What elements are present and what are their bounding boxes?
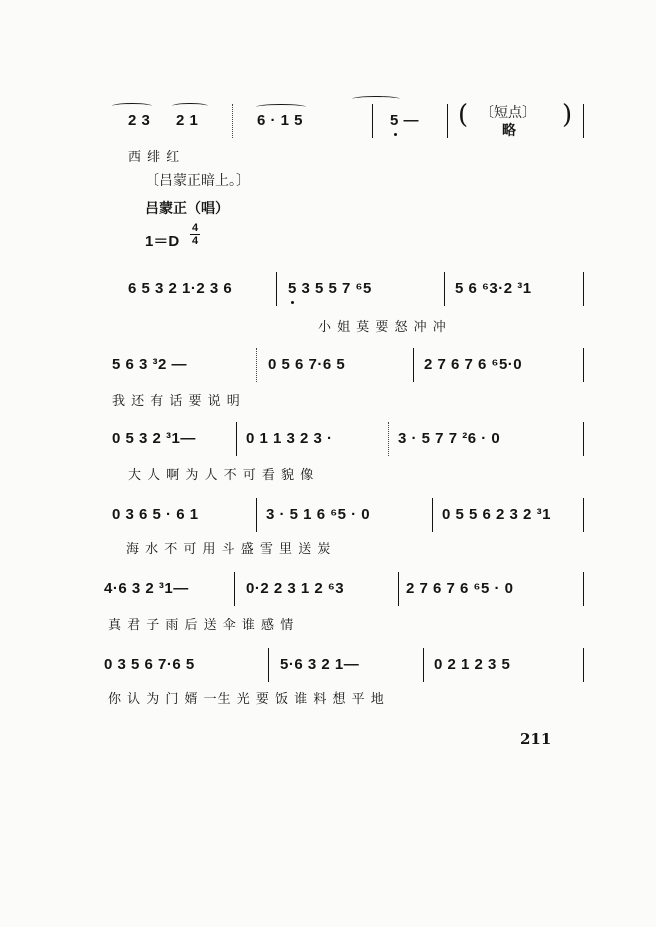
line1-measure1-b: 2 1	[176, 112, 199, 129]
page-number: 211	[520, 730, 552, 748]
open-paren: (	[458, 100, 469, 130]
bar-line	[398, 572, 399, 606]
bar-line	[236, 422, 237, 456]
bar-line	[268, 648, 269, 682]
line-1-measure-2: 5 3 5 5 7 ⁶5	[288, 280, 372, 297]
line-4-lyric: 海 水 不 可 用 斗 盛 雪 里 送 炭	[126, 542, 332, 557]
slur	[172, 103, 208, 109]
bar-line	[432, 498, 433, 532]
bar-line	[583, 422, 584, 456]
bar-line	[372, 104, 373, 138]
line-5-measure-3: 2 7 6 7 6 ⁶5 · 0	[406, 580, 514, 597]
line-2-measure-1: 5 6 3 ³2 —	[112, 356, 188, 373]
key-signature: 1＝D	[145, 233, 180, 250]
line-3-measure-2: 0 1 1 3 2 3 ·	[246, 430, 333, 447]
line-4-measure-3: 0 5 5 6 2 3 2 ³1	[442, 506, 551, 523]
close-paren: )	[562, 100, 573, 130]
bar-line	[444, 272, 445, 306]
bar-line	[234, 572, 235, 606]
bar-line	[583, 104, 584, 138]
line-5-measure-2: 0·2 2 3 1 2 ⁶3	[246, 580, 345, 597]
dotted-bar-line	[388, 422, 389, 456]
line-2-measure-3: 2 7 6 7 6 ⁶5·0	[424, 356, 523, 373]
low-octave-dot	[291, 301, 294, 304]
stage-direction: 〔吕蒙正暗上。〕	[145, 173, 250, 189]
line-6-measure-2: 5·6 3 2 1—	[280, 656, 360, 673]
bar-line	[413, 348, 414, 382]
line-4-measure-1: 0 3 6 5 · 6 1	[112, 506, 199, 523]
line-1-measure-3: 5 6 ⁶3·2 ³1	[455, 280, 532, 297]
bar-line	[256, 498, 257, 532]
line-2-measure-2: 0 5 6 7·6 5	[268, 356, 346, 373]
slur	[256, 104, 306, 110]
bar-line	[583, 272, 584, 306]
time-signature	[190, 222, 200, 247]
dotted-bar-line	[232, 104, 233, 138]
line-3-measure-3: 3 · 5 7 7 ²6 · 0	[398, 430, 501, 447]
bar-line	[276, 272, 277, 306]
line-5-measure-1: 4·6 3 2 ³1—	[104, 580, 189, 597]
line-5-lyric: 真 君 子 雨 后 送 伞 谁 感 情	[108, 618, 295, 633]
slur	[352, 96, 400, 102]
bar-line	[583, 648, 584, 682]
line-4-measure-2: 3 · 5 1 6 ⁶5 · 0	[266, 506, 371, 523]
line-6-measure-1: 0 3 5 6 7·6 5	[104, 656, 195, 673]
dotted-bar-line	[256, 348, 257, 382]
line-6-lyric: 你 认 为 门 婿 一生 光 要 饭 谁 料 想 平 地	[108, 692, 385, 707]
line-3-measure-1: 0 5 3 2 ³1—	[112, 430, 196, 447]
bar-line	[583, 572, 584, 606]
line1-measure2: 6 · 1 5	[257, 112, 304, 129]
line-1-lyric: 小 姐 莫 要 怒 冲 冲	[318, 320, 447, 335]
line1-lyric: 西 绯 红	[128, 150, 181, 165]
bar-line	[447, 104, 448, 138]
bar-line	[583, 348, 584, 382]
line1-measure3: 5 —	[390, 112, 420, 129]
line1-measure1-a: 2 3	[128, 112, 151, 129]
note-box-line1: 〔短点〕	[480, 105, 536, 121]
slur	[112, 103, 152, 109]
line-3-lyric: 大 人 啊 为 人 不 可 看 貌 像	[128, 468, 315, 483]
bar-line	[583, 498, 584, 532]
time-top: 4	[191, 222, 199, 234]
line-1-measure-1: 6 5 3 2 1·2 3 6	[128, 280, 233, 297]
singer-label: 吕蒙正（唱）	[145, 201, 229, 217]
bar-line	[423, 648, 424, 682]
low-octave-dot	[394, 133, 397, 136]
note-box-line2: 略	[502, 123, 516, 139]
time-bottom: 4	[191, 235, 199, 247]
line-6-measure-3: 0 2 1 2 3 5	[434, 656, 511, 673]
line-2-lyric: 我 还 有 话 要 说 明	[112, 394, 241, 409]
